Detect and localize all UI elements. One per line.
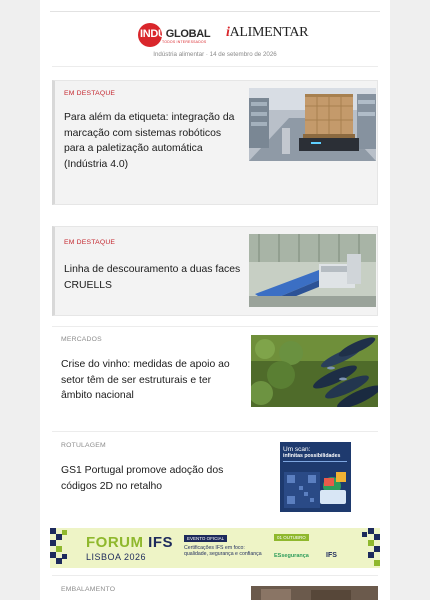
article-card[interactable] bbox=[52, 576, 378, 600]
article-card[interactable] bbox=[52, 327, 378, 431]
warehouse-robot-photo-icon[interactable] bbox=[249, 88, 376, 161]
article-title[interactable]: Crise do vinho: medidas de apoio ao setor têm de ser estruturais e ter âmbito nacional bbox=[61, 359, 230, 401]
article-card[interactable] bbox=[52, 80, 378, 205]
logo-indu-part: INDU bbox=[140, 28, 166, 40]
header-divider bbox=[52, 66, 378, 67]
article-kicker: EM DESTAQUE bbox=[64, 90, 116, 97]
article-title[interactable]: GS1 Portugal promove adoção dos códigos 2D no retalho bbox=[61, 465, 224, 492]
banner-city-year: LISBOA 2026 bbox=[86, 552, 147, 562]
article-title[interactable]: Linha de descouramento a duas faces CRUELLS bbox=[64, 264, 241, 291]
article-kicker: ROTULAGEM bbox=[61, 442, 106, 449]
brand-header bbox=[40, 23, 390, 49]
article-card[interactable] bbox=[52, 226, 378, 316]
packaging-photo-icon[interactable] bbox=[251, 586, 378, 600]
article-kicker: EM DESTAQUE bbox=[64, 239, 116, 246]
article-title[interactable]: Para além da etiqueta: integração da marcação com sistemas robóticos para a paletização automática (Indústria 4.0) bbox=[64, 112, 235, 170]
banner-date: 01 OUTUBRO bbox=[274, 534, 309, 541]
promo-line2: infinitas possibilidades bbox=[283, 453, 341, 459]
logo-i-part: i bbox=[226, 25, 230, 40]
logo-alimentar-part: ALIMENTAR bbox=[229, 25, 309, 40]
banner-badge: EVENTO OFICIAL bbox=[184, 535, 227, 542]
banner-ifs-logo: IFS bbox=[326, 552, 337, 559]
ialimentar-logo[interactable] bbox=[226, 25, 308, 41]
article-kicker: MERCADOS bbox=[61, 336, 102, 343]
newsletter-page bbox=[40, 0, 390, 600]
logo-tagline: TODOS INTERESSADOS bbox=[162, 40, 207, 44]
qr-code-promo-image-icon[interactable] bbox=[280, 442, 351, 512]
dateline: Indústria alimentar · 14 de setembro de 2026 bbox=[153, 51, 277, 58]
banner-tagline: Certificações IFS em foco: qualidade, segurança e confiança bbox=[184, 545, 262, 557]
banner-forum: FORUM bbox=[86, 534, 144, 551]
promo-line1: Um scan: bbox=[283, 446, 311, 453]
promo-rule bbox=[283, 461, 347, 462]
banner-ifs: IFS bbox=[148, 534, 174, 551]
forum-ifs-banner[interactable] bbox=[50, 528, 380, 568]
top-divider bbox=[50, 11, 380, 12]
vineyard-photo-icon[interactable] bbox=[251, 335, 378, 407]
banner-sponsor-logo: ESsegurança bbox=[274, 553, 309, 559]
article-card[interactable] bbox=[52, 432, 378, 520]
processing-line-photo-icon[interactable] bbox=[249, 234, 376, 307]
logo-global-part: GLOBAL bbox=[165, 28, 211, 40]
article-kicker: EMBALAMENTO bbox=[61, 586, 116, 593]
